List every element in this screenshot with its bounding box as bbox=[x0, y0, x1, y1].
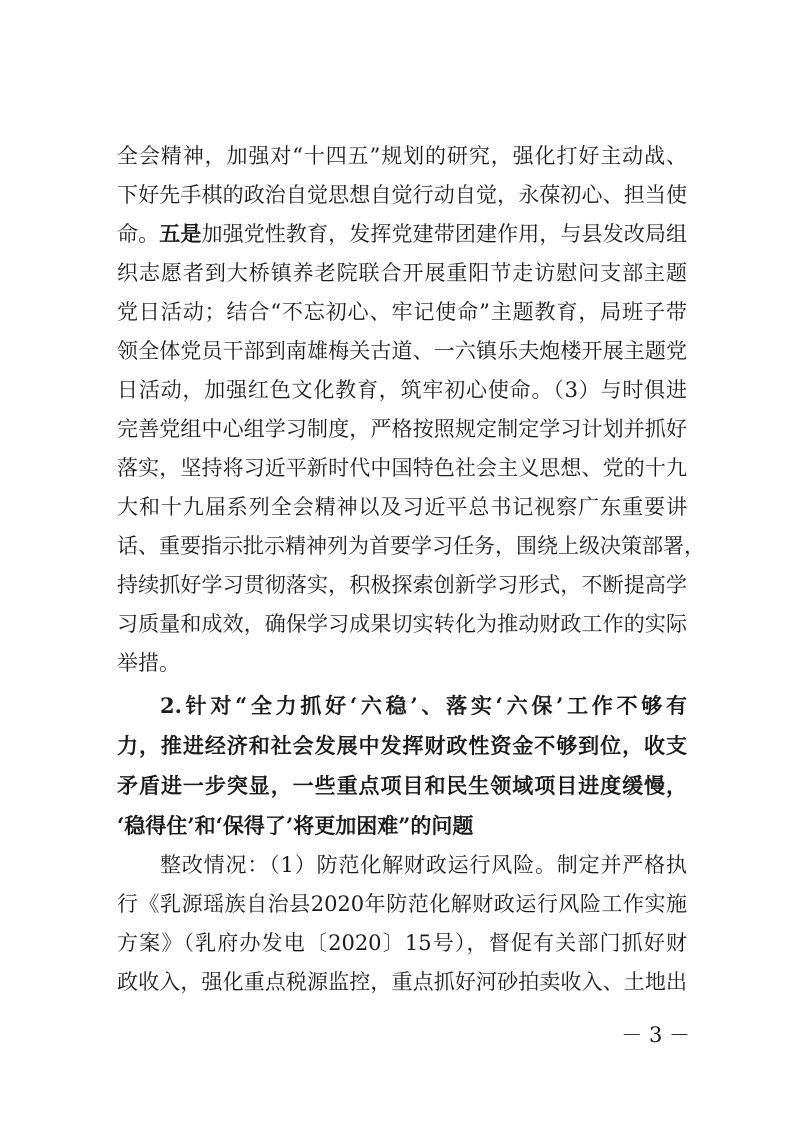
text-line: 日活动，加强红色文化教育，筑牢初心使命。（3）与时俱进 bbox=[117, 378, 687, 402]
text-line: 持续抓好学习贯彻落实，积极探索创新学习形式，不断提高学 bbox=[117, 573, 687, 597]
text-line: 举措。 bbox=[117, 651, 180, 675]
text-line: 领全体党员干部到南雄梅关古道、一六镇乐夫炮楼开展主题党 bbox=[117, 339, 687, 363]
text-line: 织志愿者到大桥镇养老院联合开展重阳节走访慰问支部主题 bbox=[117, 261, 687, 285]
emphasis-text: 五是 bbox=[159, 221, 202, 246]
text-line: 方案》（乳府办发电〔2020〕15号），督促有关部门抓好财 bbox=[117, 931, 687, 955]
text-line: 大和十九届系列全会精神以及习近平总书记视察广东重要讲 bbox=[117, 495, 687, 519]
page-number: － 3 － bbox=[621, 1023, 690, 1047]
text-run: 命。 bbox=[117, 222, 160, 246]
heading-line: 2.针对“全力抓好‘六稳’、落实‘六保’工作不够有 bbox=[160, 693, 687, 718]
text-line: 整改情况：（1）防范化解财政运行风险。制定并严格执 bbox=[160, 853, 687, 877]
heading-line: 力，推进经济和社会发展中发挥财政性资金不够到位，收支 bbox=[117, 733, 687, 758]
text-line: 话、重要指示批示精神列为首要学习任务，围绕上级决策部署， bbox=[117, 534, 705, 558]
text-line: 习质量和成效，确保学习成果切实转化为推动财政工作的实际 bbox=[117, 612, 687, 636]
text-line: 完善党组中心组学习制度，严格按照规定制定学习计划并抓好 bbox=[117, 417, 687, 441]
text-run: 加强党性教育，发挥党建带团建作用，与县发改局组 bbox=[201, 222, 688, 246]
heading-line: 矛盾进一步突显，一些重点项目和民生领域项目进度缓慢， bbox=[117, 773, 687, 798]
text-line: 全会精神，加强对“十四五”规划的研究，强化打好主动战、 bbox=[117, 144, 687, 168]
text-line: 党日活动；结合“不忘初心、牢记使命”主题教育，局班子带 bbox=[117, 300, 687, 324]
text-line: 政收入，强化重点税源监控，重点抓好河砂拍卖收入、土地出 bbox=[117, 970, 687, 994]
text-line: 行《乳源瑶族自治县2020年防范化解财政运行风险工作实施 bbox=[117, 892, 687, 916]
text-line bbox=[117, 217, 687, 251]
text-line: 下好先手棋的政治自觉思想自觉行动自觉，永葆初心、担当使 bbox=[117, 183, 687, 207]
text-line: 落实，坚持将习近平新时代中国特色社会主义思想、党的十九 bbox=[117, 456, 687, 480]
heading-line: ‘稳得住’和‘保得了’将更加困难”的问题 bbox=[117, 813, 474, 838]
